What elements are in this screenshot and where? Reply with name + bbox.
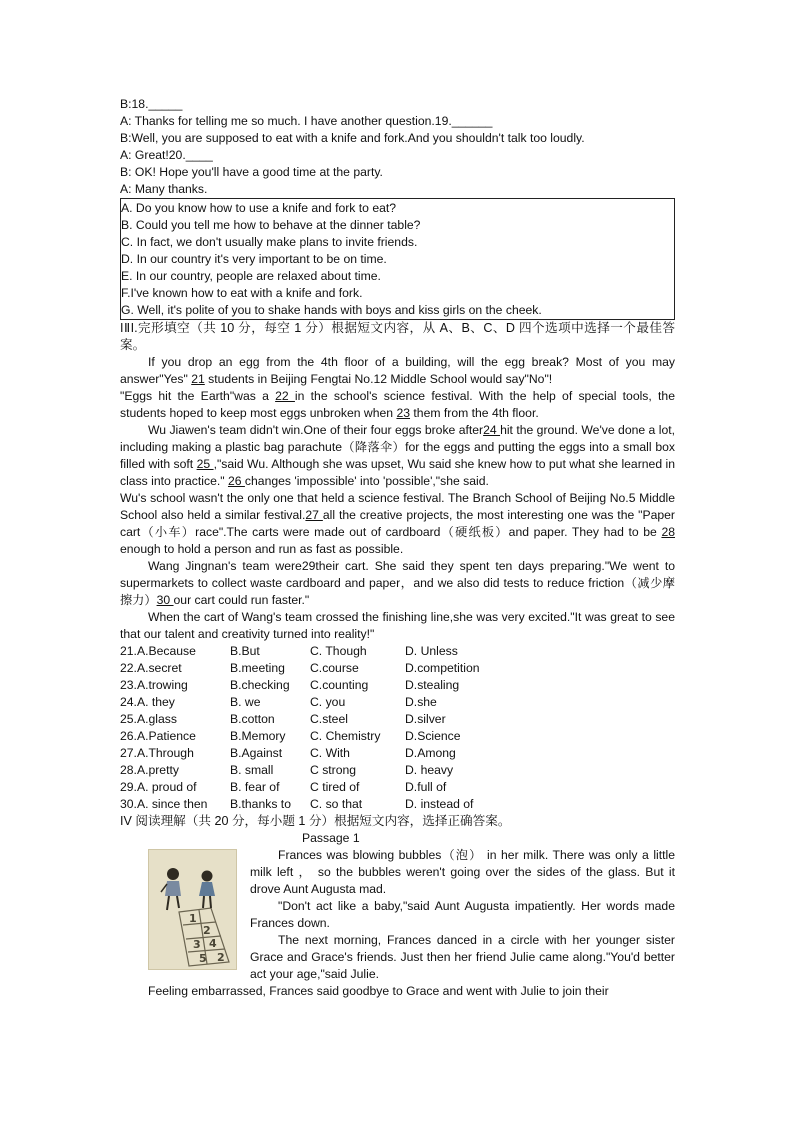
choice-d[interactable]: D. instead of — [405, 797, 474, 811]
choice-row-29 — [120, 779, 675, 796]
answer-blank-20[interactable]: ____ — [185, 148, 213, 162]
choice-a[interactable]: 28.A.pretty — [120, 763, 179, 777]
text: hit the ground. We've done a lot, including making a plastic bag parachute（降落伞）for the eggs and putting the eggs into a small box filled with soft — [120, 423, 675, 471]
choice-b[interactable]: B. small — [230, 763, 274, 777]
cloze-blank-27[interactable]: 27 — [305, 508, 323, 522]
choices-list — [120, 643, 675, 813]
hopscotch-illustration — [149, 850, 236, 969]
cloze-blank-25[interactable]: 25 — [196, 457, 214, 471]
passage-paragraph-3: The next morning, Frances danced in a circle with her younger sister Grace and Grace's friends. Just then her friend Julie came along."You'd better act your age,"said Julie. — [250, 933, 675, 981]
text: them from the 4th floor. — [410, 406, 539, 420]
text: Wang Jingnan's team were29their cart. She said they spent ten days preparing."We went to supermarkets to collect waste cardboard and paper，and we also did tests to reduce friction（减少摩擦力） — [120, 559, 675, 607]
option-c: C. In fact, we don't usually make plans to invite friends. — [121, 235, 418, 249]
choice-d[interactable]: D.Science — [405, 729, 461, 743]
dialogue-text: B: OK! Hope you'll have a good time at the party. — [120, 165, 383, 179]
choice-row-22 — [120, 660, 675, 677]
hopscotch-digit: 1 — [189, 912, 197, 925]
cloze-blank-28[interactable]: 28 — [661, 525, 675, 539]
cloze-paragraph-1 — [120, 354, 675, 388]
text: ,"said Wu. Although she was upset, Wu said she knew how to put what she learned in class into practice." — [120, 457, 675, 488]
passage-paragraph-4: Feeling embarrassed, Frances said goodbye to Grace and went with Julie to join their — [148, 984, 609, 998]
cloze-blank-23[interactable]: 23 — [396, 406, 411, 420]
choice-a[interactable]: 21.A.Because — [120, 644, 196, 658]
text: "Eggs hit the Earth"was a — [120, 389, 276, 403]
choice-c[interactable]: C tired of — [310, 780, 360, 794]
choice-row-30 — [120, 796, 675, 813]
cloze-paragraph-2 — [120, 388, 675, 422]
cloze-paragraph-4 — [120, 490, 675, 558]
passage-paragraph-1: Frances was blowing bubbles（泡） in her milk. There was only a little milk left ， so the bubbles weren't going over the sides of the glass. But it drove Aunt Augusta mad. — [250, 848, 675, 896]
text: in the school's science festival. With the help of special tools, the students hoped to keep most eggs unbroken when — [120, 389, 675, 420]
choice-row-24 — [120, 694, 675, 711]
choice-b[interactable]: B.Memory — [230, 729, 286, 743]
choice-row-27 — [120, 745, 675, 762]
choice-d[interactable]: D.competition — [405, 661, 480, 675]
choice-row-28 — [120, 762, 675, 779]
dialogue-line-19 — [120, 113, 675, 130]
cloze-paragraph-5 — [120, 558, 675, 609]
choice-d[interactable]: D. Unless — [405, 644, 458, 658]
hopscotch-image — [148, 849, 237, 970]
choice-c[interactable]: C strong — [310, 763, 357, 777]
options-box — [120, 198, 675, 320]
option-f: F.I've known how to eat with a knife and fork. — [121, 286, 363, 300]
cloze-blank-26[interactable]: 26 — [227, 474, 245, 488]
choice-b[interactable]: B.cotton — [230, 712, 275, 726]
choice-d[interactable]: D.stealing — [405, 678, 460, 692]
choice-c[interactable]: C. Chemistry — [310, 729, 381, 743]
choice-a[interactable]: 25.A.glass — [120, 712, 177, 726]
choice-c[interactable]: C. Though — [310, 644, 367, 658]
choice-c[interactable]: C.counting — [310, 678, 369, 692]
cloze-paragraph-6: When the cart of Wang's team crossed the finishing line,she was very excited."It was great to see that our talent and creativity turned into reality!" — [120, 610, 675, 641]
choice-d[interactable]: D.full of — [405, 780, 447, 794]
choice-row-21 — [120, 643, 675, 660]
dialogue-line-18 — [120, 96, 675, 113]
option-a: A. Do you know how to use a knife and fork to eat? — [121, 201, 397, 215]
choice-c[interactable]: C. you — [310, 695, 346, 709]
text: students in Beijing Fengtai No.12 Middle School would say"No"! — [204, 372, 553, 386]
answer-blank-19[interactable]: ______ — [451, 114, 493, 128]
choice-b[interactable]: B. we — [230, 695, 261, 709]
passage-1 — [120, 847, 675, 1000]
choice-row-25 — [120, 711, 675, 728]
choice-a[interactable]: 27.A.Through — [120, 746, 194, 760]
hopscotch-digit: 3 — [193, 938, 201, 951]
choice-d[interactable]: D.Among — [405, 746, 456, 760]
section-4-heading: IV 阅读理解（共 20 分，每小题 1 分）根据短文内容，选择正确答案。 — [120, 814, 511, 828]
dialogue-text: B:Well, you are supposed to eat with a knife and fork.And you shouldn't talk too loudly. — [120, 131, 585, 145]
hopscotch-digit: 4 — [209, 937, 217, 950]
choice-b[interactable]: B.thanks to — [230, 797, 291, 811]
dialogue-line — [120, 164, 675, 181]
choice-a[interactable]: 29.A. proud of — [120, 780, 197, 794]
cloze-blank-21[interactable]: 21 — [191, 372, 205, 386]
choice-a[interactable]: 26.A.Patience — [120, 729, 196, 743]
cloze-paragraph-3 — [120, 422, 675, 490]
choice-row-23 — [120, 677, 675, 694]
passage-title: Passage 1 — [302, 831, 360, 845]
choice-a[interactable]: 23.A.trowing — [120, 678, 188, 692]
dialogue-text: A: Many thanks. — [120, 182, 208, 196]
text: Wu's school wasn't the only one that held a science festival. The Branch School of Beijing No.5 Middle School also held a similar festival. — [120, 491, 675, 522]
choice-b[interactable]: B. fear of — [230, 780, 280, 794]
cloze-blank-22[interactable]: 22 — [275, 389, 295, 403]
choice-a[interactable]: 30.A. since then — [120, 797, 208, 811]
choice-row-26 — [120, 728, 675, 745]
section-3-heading: IⅡI.完形填空（共 10 分，每空 1 分）根据短文内容，从 A、B、C、D 四个选项中选择一个最佳答案。 — [120, 321, 675, 352]
option-e: E. In our country, people are relaxed about time. — [121, 269, 381, 283]
choice-d[interactable]: D.silver — [405, 712, 446, 726]
dialogue-text: B:18. — [120, 97, 149, 111]
text: If you drop an egg from the 4th floor of a building, will the egg break? Most of you may answer"Yes" — [120, 355, 675, 386]
passage-paragraph-2: "Don't act like a baby,"said Aunt Augusta impatiently. Her words made Frances down. — [250, 899, 675, 930]
hopscotch-digit: 5 — [199, 952, 207, 965]
cloze-blank-24[interactable]: 24 — [483, 423, 501, 437]
option-d: D. In our country it's very important to be on time. — [121, 252, 387, 266]
dialogue — [120, 96, 675, 198]
choice-a[interactable]: 24.A. they — [120, 695, 175, 709]
text: all the creative projects, the most interesting one was the "Paper cart（小车）race".The carts were made out of cardboard（硬纸板）and paper. They had to be — [120, 508, 675, 539]
choice-b[interactable]: B.But — [230, 644, 260, 658]
choice-d[interactable]: D.she — [405, 695, 437, 709]
option-g: G. Well, it's polite of you to shake hands with boys and kiss girls on the cheek. — [121, 303, 542, 317]
dialogue-text: A: Great!20. — [120, 148, 186, 162]
text: enough to hold a person and run as fast as possible. — [120, 542, 404, 556]
choice-c[interactable]: C. With — [310, 746, 350, 760]
text: Wu Jiawen's team didn't win.One of their four eggs broke after — [148, 423, 484, 437]
option-b: B. Could you tell me how to behave at the dinner table? — [121, 218, 421, 232]
text: changes 'impossible' into 'possible',"she said. — [244, 474, 489, 488]
text: our cart could run faster." — [173, 593, 310, 607]
choice-c[interactable]: C.steel — [310, 712, 348, 726]
dialogue-line — [120, 181, 675, 198]
choice-b[interactable]: B.Against — [230, 746, 283, 760]
choice-b[interactable]: B.checking — [230, 678, 290, 692]
exam-page — [120, 96, 675, 1000]
hopscotch-digit: 2 — [217, 951, 225, 964]
dialogue-text: A: Thanks for telling me so much. I have another question.19. — [120, 114, 452, 128]
choice-a[interactable]: 22.A.secret — [120, 661, 182, 675]
choice-c[interactable]: C.course — [310, 661, 359, 675]
hopscotch-digit: 2 — [203, 924, 211, 937]
choice-c[interactable]: C. so that — [310, 797, 363, 811]
cloze-blank-30[interactable]: 30 — [156, 593, 174, 607]
dialogue-line-20 — [120, 147, 675, 164]
answer-blank-18[interactable]: _____ — [148, 97, 183, 111]
choice-d[interactable]: D. heavy — [405, 763, 454, 777]
dialogue-line — [120, 130, 675, 147]
choice-b[interactable]: B.meeting — [230, 661, 285, 675]
